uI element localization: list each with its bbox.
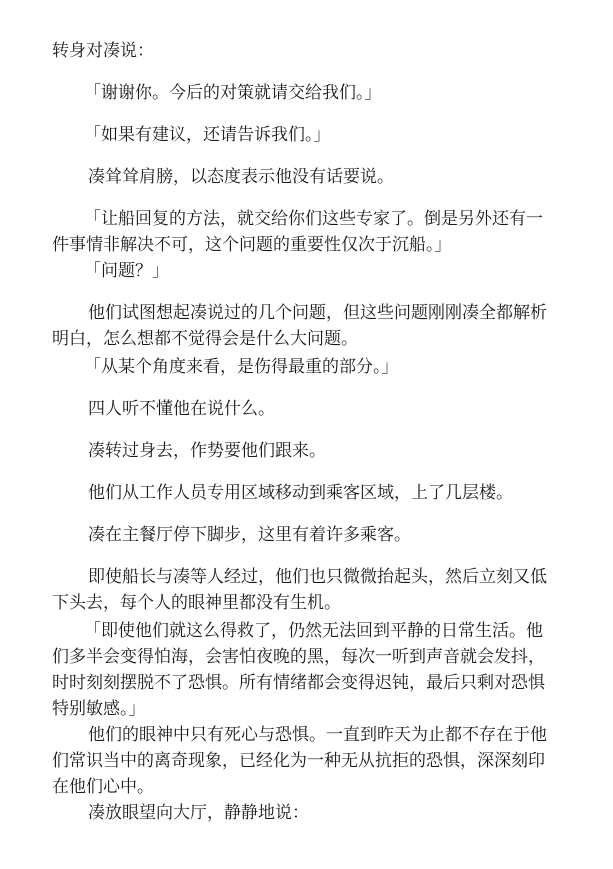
text-line: 凑在主餐厅停下脚步，这里有着许多乘客。 bbox=[88, 525, 411, 545]
paragraph bbox=[0, 396, 613, 422]
paragraph bbox=[0, 38, 613, 64]
text-line: 时时刻刻摆脱不了恐惧。所有情绪都会变得迟钝，最后只剩对恐惧 bbox=[52, 673, 545, 693]
text-line: 「如果有建议，还请告诉我们。」 bbox=[84, 125, 331, 145]
paragraph bbox=[0, 300, 613, 352]
text-line: 「问题？」 bbox=[84, 261, 169, 281]
paragraph bbox=[0, 480, 613, 506]
paragraph bbox=[0, 354, 613, 380]
text-line: 「让船回复的方法，就交给你们这些专家了。倒是另外还有一 bbox=[84, 209, 543, 229]
text-line: 在他们心中。 bbox=[52, 777, 154, 797]
paragraph bbox=[0, 522, 613, 548]
text-line: 他们试图想起凑说过的几个问题，但这些问题刚刚凑全都解析 bbox=[88, 303, 547, 323]
text-line: 件事情非解决不可，这个问题的重要性仅次于沉船。」 bbox=[52, 235, 452, 255]
text-line: 他们的眼神中只有死心与恐惧。一直到昨天为止都不存在于他 bbox=[88, 725, 547, 745]
paragraph bbox=[0, 618, 613, 722]
text-line: 即使船长与凑等人经过，他们也只微微抬起头，然后立刻又低 bbox=[88, 567, 547, 587]
paragraph bbox=[0, 164, 613, 190]
text-line: 明白，怎么想都不觉得会是什么大问题。 bbox=[52, 329, 358, 349]
paragraph bbox=[0, 800, 613, 826]
paragraph bbox=[0, 564, 613, 616]
text-line: 转身对凑说： bbox=[52, 41, 154, 61]
paragraph bbox=[0, 122, 613, 148]
text-line: 凑放眼望向大厅，静静地说： bbox=[88, 803, 309, 823]
text-line: 「从某个角度来看，是伤得最重的部分。」 bbox=[84, 357, 399, 377]
text-line: 们常识当中的离奇现象，已经化为一种无从抗拒的恐惧，深深刻印 bbox=[52, 751, 545, 771]
paragraph bbox=[0, 206, 613, 258]
text-line: 「谢谢你。今后的对策就请交给我们。」 bbox=[84, 83, 382, 103]
paragraph bbox=[0, 438, 613, 464]
text-line: 「即使他们就这么得救了，仍然无法回到平静的日常生活。他 bbox=[84, 621, 543, 641]
paragraph bbox=[0, 258, 613, 284]
text-line: 下头去，每个人的眼神里都没有生机。 bbox=[52, 593, 341, 613]
paragraph bbox=[0, 80, 613, 106]
text-line: 们多半会变得怕海，会害怕夜晚的黑，每次一听到声音就会发抖， bbox=[52, 647, 545, 667]
text-line: 特别敏感。」 bbox=[52, 699, 146, 719]
text-line: 凑耸耸肩膀，以态度表示他没有话要说。 bbox=[88, 167, 394, 187]
paragraph bbox=[0, 722, 613, 800]
text-line: 四人听不懂他在说什么。 bbox=[88, 399, 275, 419]
text-line: 凑转过身去，作势要他们跟来。 bbox=[88, 441, 326, 461]
text-line: 他们从工作人员专用区域移动到乘客区域，上了几层楼。 bbox=[88, 483, 513, 503]
